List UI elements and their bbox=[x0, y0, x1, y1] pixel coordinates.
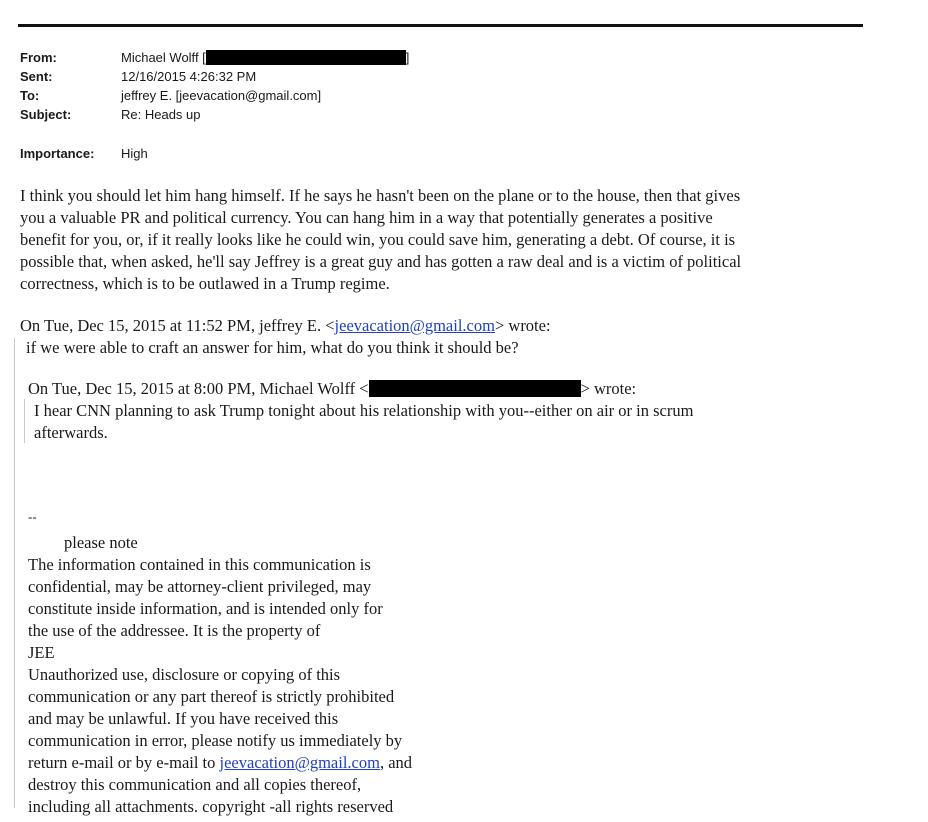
quote2-attribution-prefix: On Tue, Dec 15, 2015 at 8:00 PM, Michael Wolff < bbox=[28, 379, 369, 398]
signature-block bbox=[28, 510, 488, 818]
signature-note: please note bbox=[64, 533, 138, 552]
subject-value: Re: Heads up bbox=[121, 107, 201, 122]
body-line: you a valuable PR and political currency. You can hang him in a way that potentially generates a positive bbox=[20, 208, 713, 227]
quote2-line: I hear CNN planning to ask Trump tonight about his relationship with you--either on air or in scrum bbox=[34, 401, 694, 420]
disclaimer-line: constitute inside information, and is intended only for bbox=[28, 599, 383, 618]
disclaimer-line: the use of the addressee. It is the property of bbox=[28, 621, 321, 640]
from-name: Michael Wolff [ bbox=[121, 50, 206, 65]
signature-dashes: -- bbox=[28, 509, 37, 524]
quote1-attribution bbox=[20, 315, 870, 337]
quote2-text bbox=[34, 400, 884, 444]
quote2-attribution bbox=[28, 378, 878, 400]
disclaimer-line: destroy this communication and all copies thereof, bbox=[28, 775, 362, 794]
sent-row bbox=[20, 67, 520, 86]
quote1-attribution-prefix: On Tue, Dec 15, 2015 at 11:52 PM, jeffrey E. < bbox=[20, 316, 335, 335]
disclaimer-line: and may be unlawful. If you have received this bbox=[28, 709, 339, 728]
disclaimer-line: communication in error, please notify us immediately by bbox=[28, 731, 403, 750]
to-label: To: bbox=[20, 88, 40, 103]
subject-label: Subject: bbox=[20, 107, 72, 122]
redaction-box bbox=[206, 50, 406, 65]
body-line: possible that, when asked, he'll say Jeffrey is a great guy and has gotten a raw deal and is a victim of political bbox=[20, 252, 742, 271]
body-line: benefit for you, or, if it really looks like he could win, you could save him, generating a debt. Of course, it is bbox=[20, 230, 736, 249]
importance-row bbox=[20, 144, 520, 163]
disclaimer-line: JEE bbox=[28, 643, 55, 662]
quote2-line: afterwards. bbox=[34, 423, 108, 442]
disclaimer-line: The information contained in this communication is bbox=[28, 555, 371, 574]
quote-bar bbox=[24, 399, 25, 443]
disclaimer-email-line bbox=[28, 752, 488, 774]
from-bracket: ] bbox=[405, 50, 410, 65]
to-value: jeffrey E. [jeevacation@gmail.com] bbox=[121, 88, 322, 103]
subject-row bbox=[20, 105, 520, 124]
disclaimer-line: including all attachments. copyright -all rights reserved bbox=[28, 797, 394, 816]
email-line-prefix: return e-mail or by e-mail to bbox=[28, 753, 220, 772]
quote-bar bbox=[14, 338, 15, 808]
sent-value: 12/16/2015 4:26:32 PM bbox=[121, 69, 257, 84]
email-link[interactable]: jeevacation@gmail.com bbox=[334, 316, 495, 335]
from-value bbox=[121, 48, 409, 67]
to-row bbox=[20, 86, 520, 105]
importance-label: Importance: bbox=[20, 146, 95, 161]
email-header bbox=[20, 48, 520, 178]
sent-label: Sent: bbox=[20, 69, 53, 84]
disclaimer-line: communication or any part thereof is strictly prohibited bbox=[28, 687, 395, 706]
message-body bbox=[20, 185, 870, 295]
quote1-text: if we were able to craft an answer for him, what do you think it should be? bbox=[26, 338, 519, 357]
body-line: correctness, which is to be outlawed in a Trump regime. bbox=[20, 274, 390, 293]
redaction-box bbox=[369, 380, 581, 397]
quote2-attribution-suffix: > wrote: bbox=[580, 379, 637, 398]
disclaimer-line: Unauthorized use, disclosure or copying of this bbox=[28, 665, 341, 684]
quote1-attribution-suffix: > wrote: bbox=[494, 316, 551, 335]
from-row bbox=[20, 48, 520, 67]
body-line: I think you should let him hang himself. If he says he hasn't been on the plane or to the house, then that gives bbox=[20, 186, 741, 205]
from-label: From: bbox=[20, 50, 57, 65]
email-link[interactable]: jeevacation@gmail.com bbox=[219, 753, 380, 772]
importance-value: High bbox=[121, 146, 148, 161]
header-rule bbox=[18, 24, 863, 27]
disclaimer-line: confidential, may be attorney-client privileged, may bbox=[28, 577, 372, 596]
email-line-suffix: , and bbox=[379, 753, 413, 772]
